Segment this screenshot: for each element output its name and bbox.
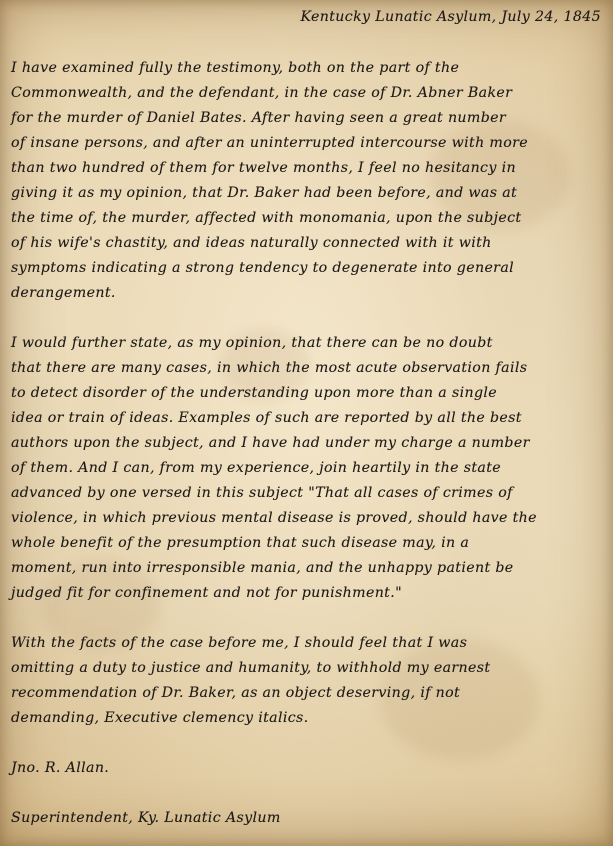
paragraph-1-line: for the murder of Daniel Bates. After having seen a great number — [11, 110, 507, 126]
paragraph-2-line: moment, run into irresponsible mania, and the unhappy patient be — [11, 560, 514, 576]
paragraph-1-line: of insane persons, and after an uninterrupted intercourse with more — [11, 135, 528, 151]
paragraph-2-line: whole benefit of the presumption that such disease may, in a — [11, 535, 470, 551]
paragraph-1-line: the time of, the murder, affected with monomania, upon the subject — [11, 210, 522, 226]
paragraph-2-line: advanced by one versed in this subject "That all cases of crimes of — [11, 485, 513, 501]
paragraph-2-line: that there are many cases, in which the most acute observation fails — [11, 360, 528, 376]
paragraph-1-line: Commonwealth, and the defendant, in the case of Dr. Abner Baker — [11, 85, 513, 101]
paragraph-3-line: demanding, Executive clemency italics. — [11, 710, 309, 726]
paragraph-1-line: I have examined fully the testimony, both on the part of the — [11, 60, 460, 76]
paragraph-2-line: to detect disorder of the understanding upon more than a single — [11, 385, 498, 401]
paragraph-2-line: authors upon the subject, and I have had under my charge a number — [11, 435, 530, 451]
paragraph-3-line: omitting a duty to justice and humanity, to withhold my earnest — [11, 660, 491, 676]
paragraph-1-line: derangement. — [11, 285, 116, 301]
paragraph-1-line: giving it as my opinion, that Dr. Baker had been before, and was at — [11, 185, 518, 201]
paragraph-2-line: violence, in which previous mental disease is proved, should have the — [11, 510, 537, 526]
paragraph-1-line: symptoms indicating a strong tendency to degenerate into general — [11, 260, 515, 276]
paragraph-1-line: of his wife's chastity, and ideas naturally connected with it with — [11, 235, 492, 251]
paragraph-3-line: With the facts of the case before me, I should feel that I was — [11, 635, 468, 651]
signature-title: Superintendent, Ky. Lunatic Asylum — [11, 810, 281, 826]
paragraph-2-line: idea or train of ideas. Examples of such are reported by all the best — [11, 410, 522, 426]
paragraph-2-line: I would further state, as my opinion, that there can be no doubt — [11, 335, 493, 351]
signature-name: Jno. R. Allan. — [11, 760, 110, 776]
paragraph-1-line: than two hundred of them for twelve months, I feel no hesitancy in — [11, 160, 516, 176]
paragraph-2-line: of them. And I can, from my experience, join heartily in the state — [11, 460, 502, 476]
letter-header-place-date: Kentucky Lunatic Asylum, July 24, 1845 — [300, 9, 601, 25]
paragraph-3-line: recommendation of Dr. Baker, as an object deserving, if not — [11, 685, 461, 701]
paragraph-2-line: judged fit for confinement and not for punishment." — [11, 585, 402, 601]
